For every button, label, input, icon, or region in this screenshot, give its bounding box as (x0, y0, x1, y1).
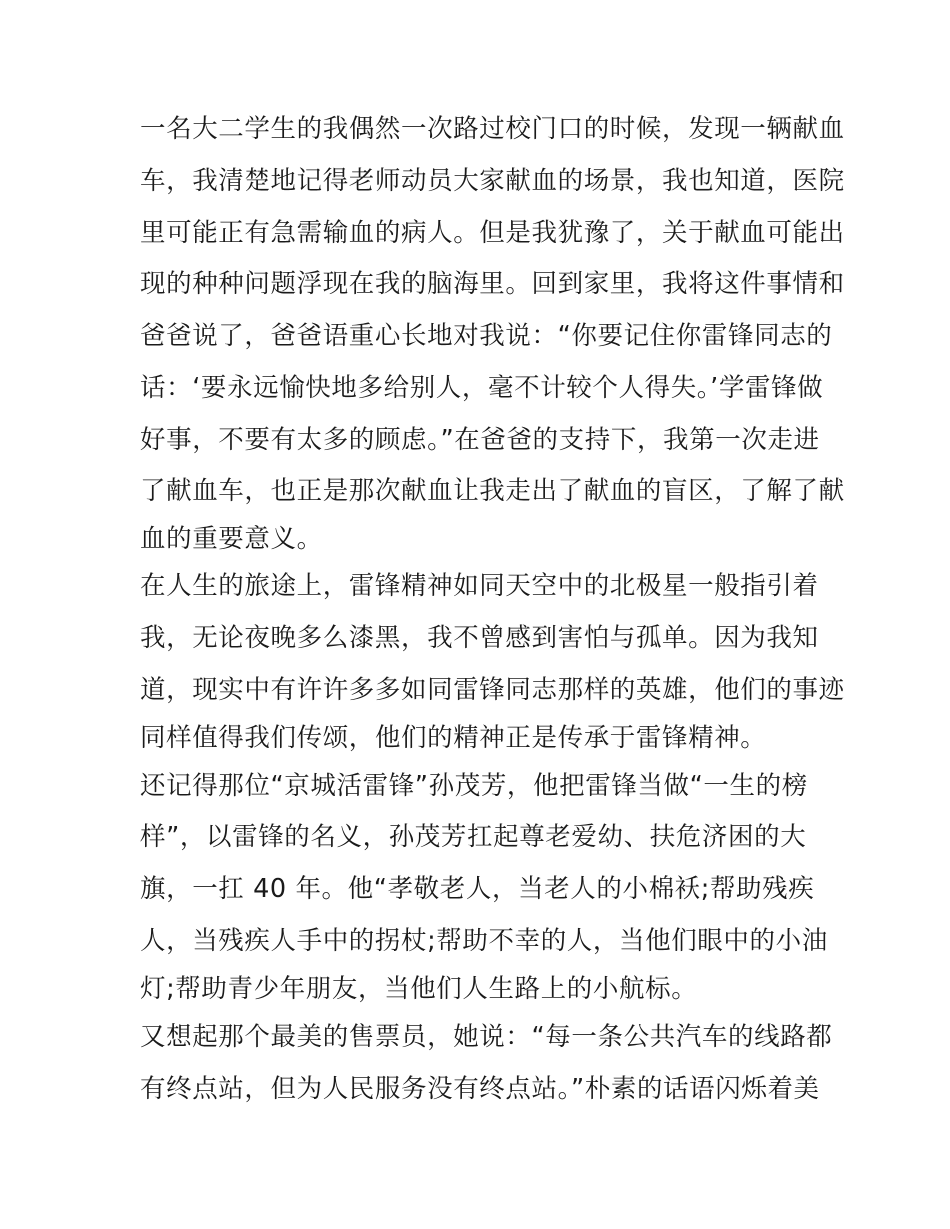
text-line: 话：‘要永远愉快地多给别人，毫不计较个人得失。’学雷锋做 (140, 373, 824, 403)
text-line: 道，现实中有许许多多如同雷锋同志那样的英雄，他们的事迹 (140, 675, 845, 705)
text-line: 一名大二学生的我偶然一次路过校门口的时候，发现一辆献血 (140, 114, 845, 144)
text-line: 现的种种问题浮现在我的脑海里。回到家里，我将这件事情和 (140, 269, 845, 299)
text-line: 在人生的旅途上，雷锋精神如同天空中的北极星一般指引着 (140, 571, 819, 601)
text-line: 还记得那位“京城活雷锋”孙茂芳，他把雷锋当做“一生的榜 (140, 771, 808, 801)
text-line: 车，我清楚地记得老师动员大家献血的场景，我也知道，医院 (140, 166, 845, 196)
text-line: 人，当残疾人手中的拐杖;帮助不幸的人，当他们眼中的小油 (140, 926, 828, 956)
text-line: 有终点站，但为人民服务没有终点站。”朴素的话语闪烁着美 (140, 1074, 820, 1104)
text-line: 又想起那个最美的售票员，她说：“每一条公共汽车的线路都 (140, 1022, 833, 1052)
text-line: 了献血车，也正是那次献血让我走出了献血的盲区，了解了献 (140, 476, 845, 506)
text-line: 好事，不要有太多的顾虑。”在爸爸的支持下，我第一次走进 (140, 425, 820, 455)
text-line: 旗，一扛 40 年。他“孝敬老人，当老人的小棉袄;帮助残疾 (140, 874, 815, 904)
text-line: 爸爸说了，爸爸语重心长地对我说：“你要记住你雷锋同志的 (140, 321, 833, 351)
text-line: 样”，以雷锋的名义，孙茂芳扛起尊老爱幼、扶危济困的大 (140, 822, 807, 852)
text-line: 里可能正有急需输血的病人。但是我犹豫了，关于献血可能出 (140, 218, 845, 248)
text-line: 同样值得我们传颂，他们的精神正是传承于雷锋精神。 (140, 723, 767, 753)
text-line: 灯;帮助青少年朋友，当他们人生路上的小航标。 (140, 974, 698, 1004)
text-line: 血的重要意义。 (140, 524, 323, 554)
text-line: 我，无论夜晚多么漆黑，我不曾感到害怕与孤单。因为我知 (140, 623, 819, 653)
